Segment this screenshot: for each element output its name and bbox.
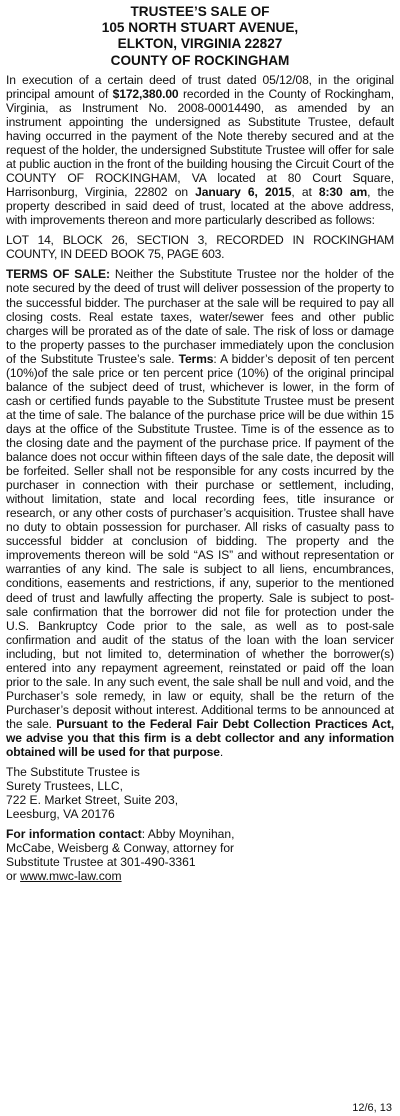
heading-line-2: 105 NORTH STUART AVENUE,	[101, 20, 299, 36]
contact-line-1	[6, 827, 394, 841]
terms-text: : A bidder’s deposit of ten percent (10%)of the sale price or ten percent price (10%) of the original principal balance of the subject deed of trust, whichever is lower, in the form of cash or certified funds payable to the Substitute Trustee must be present at the time of sale. The balance of the purchase price will be due within 15 days at the office of the Substitute Trustee. Time is of the essence as to the closing date and the payment of the purchase price. If payment of the balance does not occur within fifteen days of the sale date, the deposit will be forfeited. Seller shall not be responsible for any costs incurred by the purchaser in connection with their purchase or settlement, including, without limitation, state and local recording fees, title insurance or research, or any other costs of purchaser’s acquisition. Trustee shall have no duty to obtain possession for purchaser. All risks of casualty pass to successful bidder at conclusion of bidding. The property and the improvements thereon will be sold “AS IS” and without representation or warranties of any kind. The sale is subject to all liens, encumbrances, conditions, easements and restrictions, if any, superior to the mentioned deed of trust and lawfully affecting the property. Sale is subject to post-sale confirmation that the borrower did not file for protection under the U.S. Bankruptcy Code prior to the sale, as well as to post-sale confirmation and audit of the status of the loan with the loan servicer including, but not limited to, determination of whether the borrower(s) entered into any repayment agreement, reinstated or paid off the loan prior to the sale. In any such event, the sale shall be null and void, and the Purchaser’s sole remedy, in law or equity, shall be the return of the Purchaser’s deposit without interest. Additional terms to be announced at the sale.	[6, 351, 394, 731]
intro-text: In execution of a certain deed of trust dated 05/12/08, in the original principal amount of	[6, 72, 394, 101]
trustee-city: Leesburg, VA 20176	[6, 807, 115, 822]
contact-line-3: Substitute Trustee at 301-490-3361	[6, 855, 196, 870]
contact-label: For information contact	[6, 827, 142, 842]
terms-text: Neither the Substitute Trustee nor the holder of the note secured by the deed of trust will deliver possession of the property to the successful bidder. The purchaser at the sale will be required to pay all closing costs. Real estate taxes, water/sewer fees and other public charges will be prorated as of the date of sale. The risk of loss or damage to the property passes to the purchaser immediately upon the conclusion of the Substitute Trustee’s sale.	[6, 267, 394, 366]
sale-time: 8:30 am	[318, 185, 368, 200]
terms-paragraph	[6, 267, 394, 759]
legal-description: LOT 14, BLOCK 26, SECTION 3, RECORDED IN ROCKINGHAM COUNTY, IN DEED BOOK 75, PAGE 603.	[6, 233, 394, 262]
heading-line-3: ELKTON, VIRGINIA 22827	[117, 36, 283, 52]
website-link[interactable]: www.mwc-law.com	[20, 869, 122, 884]
contact-line-4	[6, 869, 394, 883]
contact-info	[6, 827, 394, 883]
trustee-info	[6, 765, 394, 821]
terms-label: Terms	[178, 351, 214, 366]
publication-reference: 12/6, 13	[352, 1102, 392, 1114]
intro-text: , at	[291, 185, 319, 200]
terms-text: .	[219, 745, 224, 760]
heading-line-4: COUNTY OF ROCKINGHAM	[110, 52, 290, 68]
sale-date: January 6, 2015	[195, 185, 292, 200]
trustee-name: Surety Trustees, LLC,	[6, 779, 123, 794]
contact-name: : Abby Moynihan,	[141, 827, 235, 842]
trustee-street: 722 E. Market Street, Suite 203,	[6, 793, 179, 808]
terms-of-sale-label: TERMS OF SALE:	[6, 267, 110, 282]
notice-heading	[6, 4, 394, 69]
principal-amount: $172,380.00	[112, 86, 179, 101]
intro-paragraph	[6, 73, 394, 228]
intro-text: recorded in the County of Rockingham, Virginia, as Instrument No. 2008-00014490, as amended by an instrument appointing the undersigned as Substitute Trustee, default having occurred in the payment of the Note thereby secured and at the request of the holder, the undersigned Substitute Trustee will offer for sale at public auction in the front of the building housing the Circuit Court of the COUNTY OF ROCKINGHAM, VA located at 80 Court Square, Harrisonburg, Virginia, 22802 on	[6, 86, 394, 200]
intro-text: , the property described in said deed of trust, located at the above address, with improvements thereon and more particularly described as follows:	[6, 185, 394, 228]
contact-or: or	[6, 869, 21, 884]
fdcpa-notice: Pursuant to the Federal Fair Debt Collection Practices Act, we advise you that this firm is a debt collector and any information obtained will be used for that purpose	[6, 716, 394, 760]
contact-line-2: McCabe, Weisberg & Conway, attorney for	[6, 841, 235, 856]
trustee-line-1: The Substitute Trustee is	[6, 765, 140, 780]
heading-line-1: TRUSTEE’S SALE OF	[130, 4, 270, 19]
